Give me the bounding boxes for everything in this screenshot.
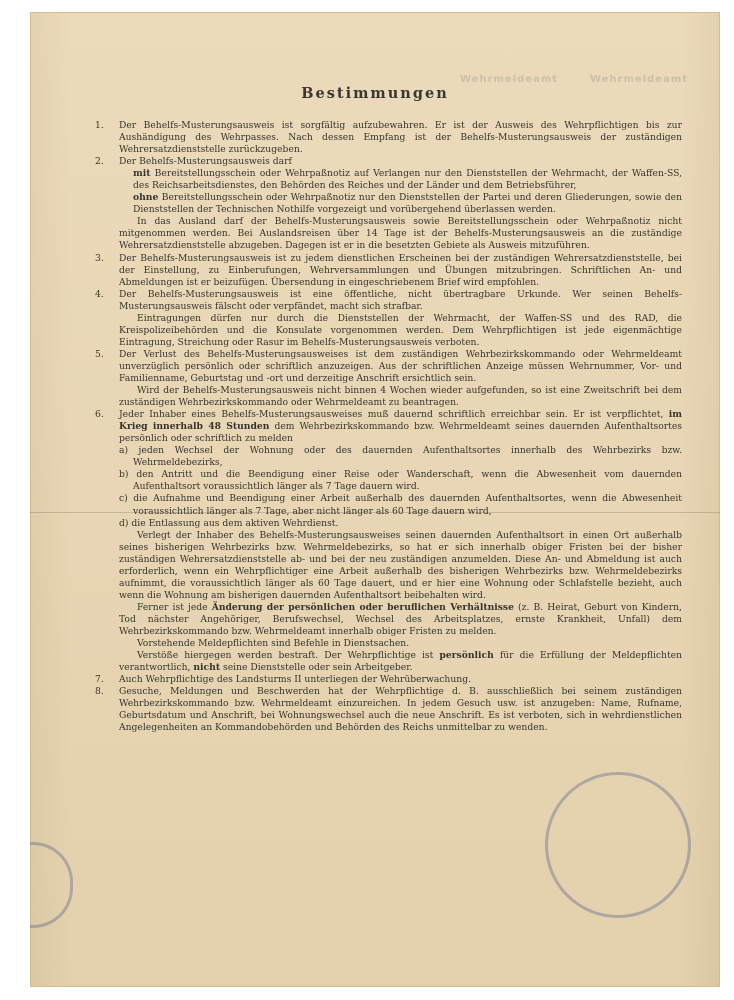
paragraph-7: 7. Auch Wehrpflichtige des Landsturms II unterliegen der Wehrüberwachung. bbox=[95, 674, 471, 686]
paragraph-6: 6. Jeder Inhaber eines Behelfs-Musterungsausweises muß dauernd schriftlich erreichbar sein. Er ist verpflichtet, im Krieg innerhalb 48 Stunden dem Wehrbezirkskommando bzw. Wehrmeldeamt seines dauernden Aufenthaltsortes persönlich oder schriftlich zu melden bbox=[95, 409, 683, 445]
paragraph-6f: Ferner ist jede Änderung der persönlichen oder beruflichen Verhältnisse (z. B. Heirat, Geburt von Kindern, Tod nächster Angehöriger, Berufswechsel, Wechsel des Arbeitsplatzes, ernste Krankheit, Unfall) dem Wehrbezirkskommando bzw. Wehrmeldeamt innerhalb obiger Fristen zu melden. bbox=[119, 601, 682, 637]
faint-stamp-text: Wehrmeldeamt bbox=[460, 74, 559, 85]
paragraph-1: 1. Der Behelfs-Musterungsausweis ist sorgfältig aufzubewahren. Er ist der Ausweis des Wehrpflichtigen bis zur Aushändigung des Wehrpasses. Nach dessen Empfang ist der Behelfs-Musterungsausweis der zuständigen Wehrersatzdienststelle zurückzugeben. bbox=[95, 120, 682, 156]
round-stamp bbox=[545, 772, 691, 918]
paragraph-4: 4. Der Behelfs-Musterungsausweis ist eine öffentliche, nicht übertragbare Urkunde. Wer seinen Behelfs-Musterungsausweis fälscht oder verpfändet, macht sich strafbar. bbox=[95, 288, 682, 312]
paragraph-6g: Vorstehende Meldepflichten sind Befehle in Dienstsachen. bbox=[137, 638, 410, 650]
paragraph-2a: mit Bereitstellungsschein oder Wehrpaßnotiz auf Verlangen nur den Dienststellen der Wehrmacht, der Waffen-SS, des Reichsarbeitsdienstes, den Behörden des Reiches und der Länder und dem Betriebsführer, bbox=[133, 168, 682, 192]
paragraph-6h: Verstöße hiergegen werden bestraft. Der Wehrpflichtige ist persönlich für die Erfüllung der Meldepflichten verantwortlich, nicht seine Dienststelle oder sein Arbeitgeber. bbox=[119, 650, 682, 674]
paragraph-8: 8. Gesuche, Meldungen und Beschwerden hat der Wehrpflichtige d. B. ausschließlich bei seinem zuständigen Wehrbezirkskommando bzw. Wehrmeldeamt einzureichen. In jedem Gesuch usw. ist anzugeben: Name, Rufname, Geburtsdatum und Anschrift, bei Wohnungswechsel auch die neue Anschrift. Es ist verboten, sich in wehrdienstlichen Angelegenheiten an Kommandobehörden und Behörden des Reichs unmittelbar zu wenden. bbox=[95, 686, 682, 734]
paragraph-2: 2. Der Behelfs-Musterungsausweis darf bbox=[95, 156, 292, 168]
paragraph-5b: Wird der Behelfs-Musterungsausweis nicht binnen 4 Wochen wieder aufgefunden, so ist eine Zweitschrift bei dem zuständigen Wehrbezirkskommando oder Wehrmeldeamt zu beantragen. bbox=[119, 385, 682, 409]
paragraph-3: 3. Der Behelfs-Musterungsausweis ist zu jedem dienstlichen Erscheinen bei der zuständigen Wehrersatzdienststelle, bei der Einstellung, zu Einberufungen, Wehrversammlungen und Übungen mitzubringen. Schriftlichen An- und Abmeldungen ist er beizufügen. Übersendung in eingeschriebenem Brief wird empfohlen. bbox=[95, 252, 682, 288]
document-page bbox=[30, 12, 720, 987]
paragraph-6b: b) den Antritt und die Beendigung einer Reise oder Wanderschaft, wenn die Abwesenheit vom dauernden Aufenthaltsort voraussichtlich länger als 7 Tage dauern wird. bbox=[119, 469, 682, 493]
partial-stamp bbox=[30, 842, 73, 928]
paragraph-2c: In das Ausland darf der Behelfs-Musterungsausweis sowie Bereitstellungsschein oder Wehrpaßnotiz nicht mitgenommen werden. Bei Auslandsreisen über 14 Tage ist der Behelfs-Musterungsausweis an die zuständige Wehrersatzdienststelle abzugeben. Dagegen ist er in die besetzten Gebiete als Ausweis mitzuführen. bbox=[119, 216, 682, 252]
page-title: Bestimmungen bbox=[301, 85, 449, 102]
paragraph-2b: ohne Bereitstellungsschein oder Wehrpaßnotiz nur den Dienststellen der Partei und deren Gliederungen, sowie den Dienststellen der Technischen Nothilfe vorgezeigt und vorübergehend überlassen werden. bbox=[133, 192, 682, 216]
regulations-body bbox=[95, 120, 683, 734]
paragraph-5: 5. Der Verlust des Behelfs-Musterungsausweises ist dem zuständigen Wehrbezirkskommando oder Wehrmeldeamt unverzüglich persönlich oder schriftlich anzuzeigen. Aus der schriftlichen Anzeige müssen Wehrnummer, Vor- und Familienname, Geburtstag und -ort und derzeitige Anschrift ersichtlich sein. bbox=[95, 348, 682, 384]
paragraph-6c: c) die Aufnahme und Beendigung einer Arbeit außerhalb des dauernden Aufenthaltsortes, wenn die Abwesenheit voraussichtlich länger als 7 Tage, aber nicht länger als 60 Tage dauern wird, bbox=[119, 493, 682, 517]
paragraph-6d: d) die Entlassung aus dem aktiven Wehrdienst. bbox=[119, 517, 339, 529]
paragraph-4b: Eintragungen dürfen nur durch die Dienststellen der Wehrmacht, der Waffen-SS und des RAD, die Kreispolizeibehörden und die Konsulate vorgenommen werden. Dem Wehrpflichtigen ist jede eigenmächtige Eintragung, Streichung oder Rasur im Behelfs-Musterungsausweis verboten. bbox=[119, 312, 682, 348]
faint-stamp-text: Wehrmeldeamt bbox=[590, 74, 689, 85]
paragraph-6e: Verlegt der Inhaber des Behelfs-Musterungsausweises seinen dauernden Aufenthaltsort in einen Ort außerhalb seines bisherigen Wehrbezirks bzw. Wehrmeldebezirks, so hat er sich innerhalb obiger Fristen bei der bisher zuständigen Wehrersatzdienststelle ab- und bei der neu zuständigen anzumelden. Diese An- und Abmeldung ist auch erforderlich, wenn ein Wehrpflichtiger eine Arbeit außerhalb des bisherigen Wehrbezirks bzw. Wehrmeldebezirks aufnimmt, die voraussichtlich länger als 60 Tage dauert, und er hier eine Wohnung oder Schlafstelle bezieht, auch wenn die Wohnung am bisherigen dauernden Aufenthaltsort beibehalten wird. bbox=[119, 529, 682, 601]
paragraph-6a: a) jeden Wechsel der Wohnung oder des dauernden Aufenthaltsortes innerhalb des Wehrbezirks bzw. Wehrmeldebezirks, bbox=[119, 445, 682, 469]
